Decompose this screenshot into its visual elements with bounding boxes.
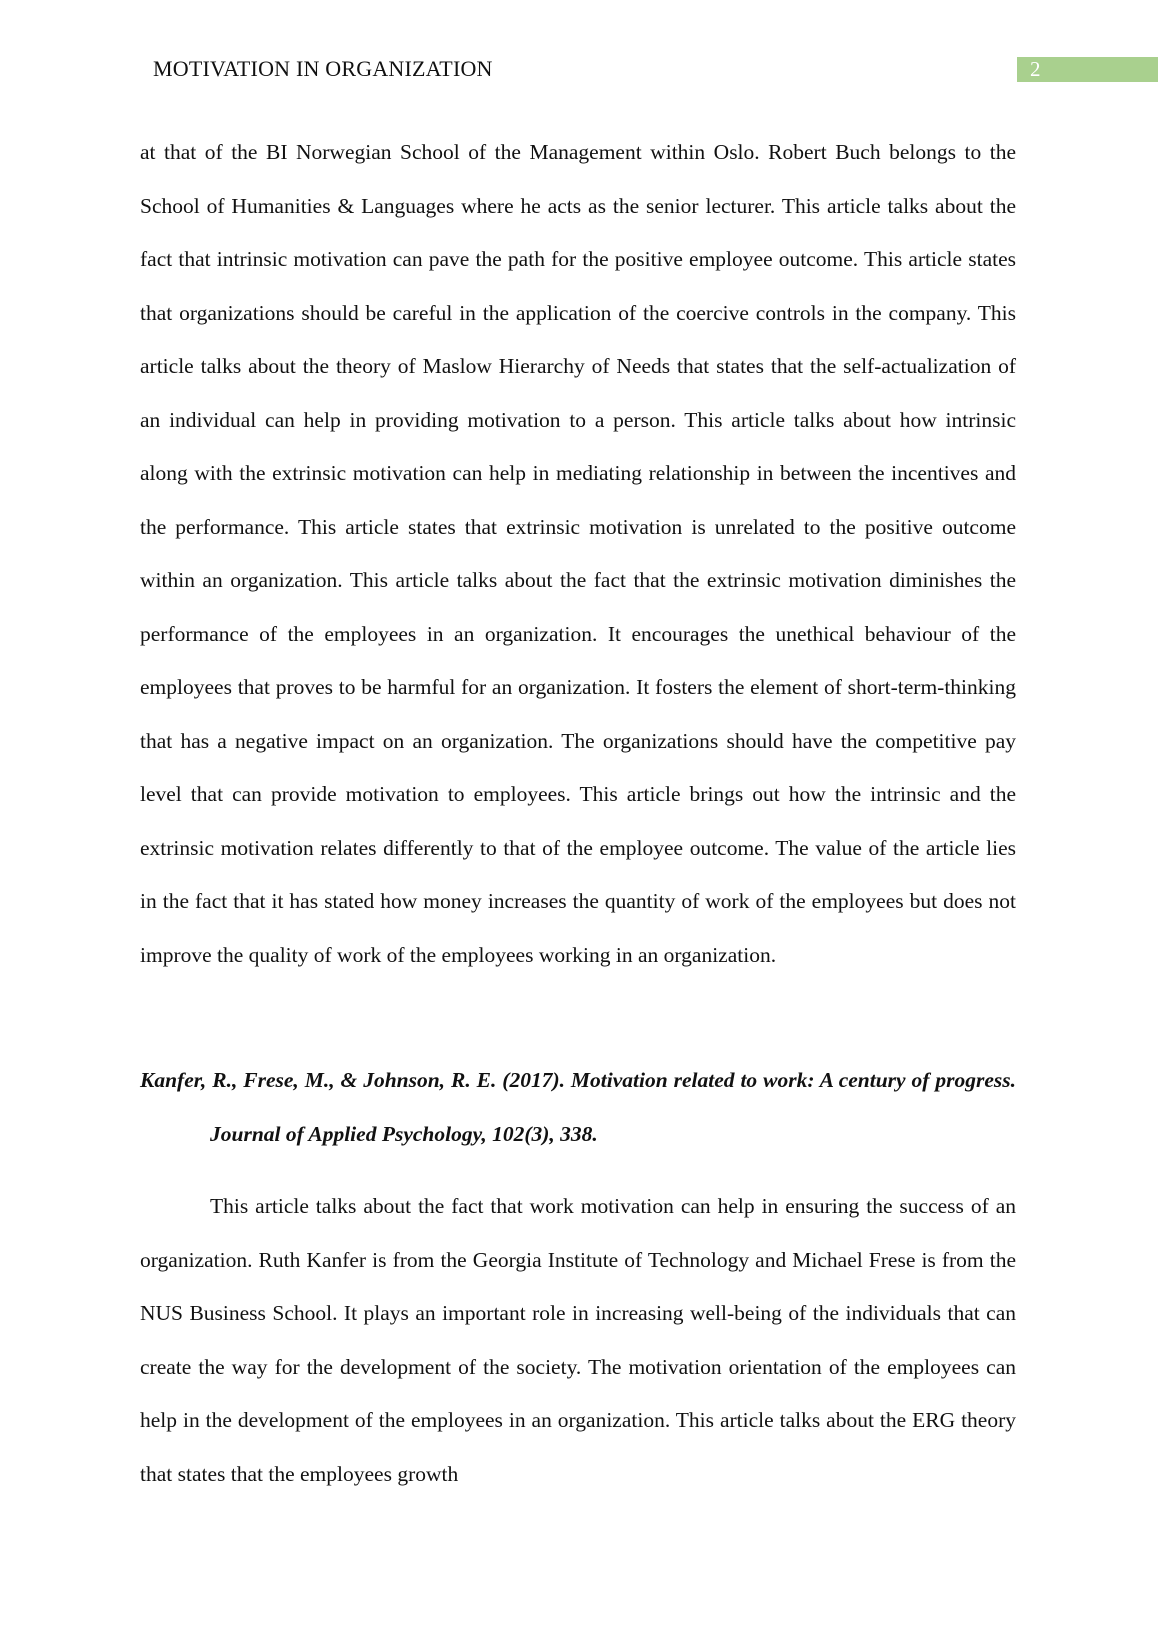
- body-paragraph-1: at that of the BI Norwegian School of the Management within Oslo. Robert Buch belongs to the School of Humanities & Languages where he acts as the senior lecturer. This article talks about the fact that intrinsic motivation can pave the path for the positive employee outcome. This article states that organizations should be careful in the application of the coercive controls in the company. This article talks about the theory of Maslow Hierarchy of Needs that states that the self-actualization of an individual can help in providing motivation to a person. This article talks about how intrinsic along with the extrinsic motivation can help in mediating relationship in between the incentives and the performance. This article states that extrinsic motivation is unrelated to the positive outcome within an organization. This article talks about the fact that the extrinsic motivation diminishes the performance of the employees in an organization. It encourages the unethical behaviour of the employees that proves to be harmful for an organization. It fosters the element of short-term-thinking that has a negative impact on an organization. The organizations should have the competitive pay level that can provide motivation to employees. This article brings out how the intrinsic and the extrinsic motivation relates differently to that of the employee outcome. The value of the article lies in the fact that it has stated how money increases the quantity of work of the employees but does not improve the quality of work of the employees working in an organization.: [140, 140, 1016, 967]
- running-head: MOTIVATION IN ORGANIZATION: [153, 56, 493, 81]
- body-paragraph-2: This article talks about the fact that work motivation can help in ensuring the success of an organization. Ruth Kanfer is from the Georgia Institute of Technology and Michael Frese is from the NUS Business School. It plays an important role in increasing well-being of the individuals that can create the way for the development of the society. The motivation orientation of the employees can help in the development of the employees in an organization. This article talks about the ERG theory that states that the employees growth: [140, 1194, 1016, 1486]
- page-number: 2: [1017, 57, 1158, 82]
- reference-entry: Kanfer, R., Frese, M., & Johnson, R. E. (2017). Motivation related to work: A century of progress. Journal of Applied Psychology, 102(3), 338.: [140, 1068, 1016, 1146]
